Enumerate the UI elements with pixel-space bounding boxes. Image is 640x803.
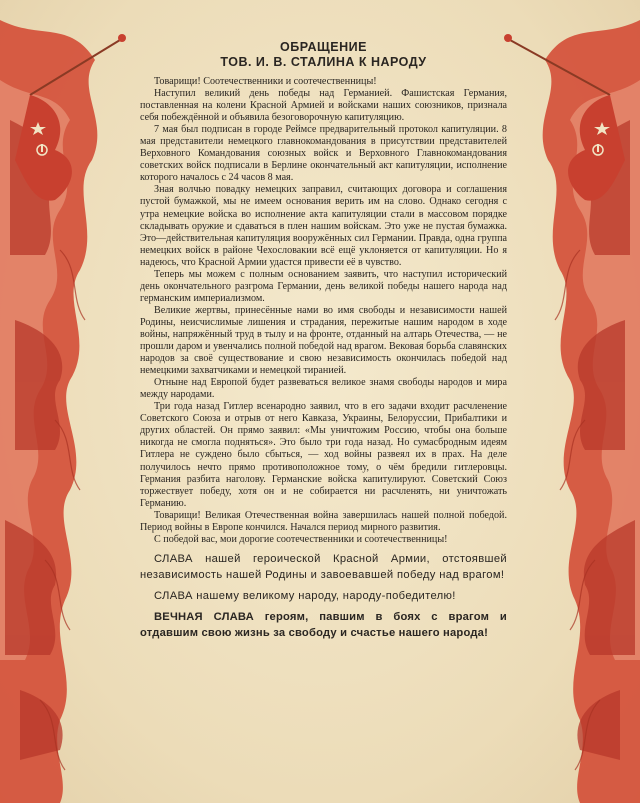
paragraph: 7 мая был подписан в городе Реймсе предварительный протокол капитуляции. 8 мая представители немецкого главнокомандования в присутствии представителей Верховного Командования союзных войск и Верховного Главнокомандования советских войск подписали в Берлине окончательный акт капитуляции, исполнение которого началось с 24 часов 8 мая. xyxy=(140,124,507,184)
right-red-banner-decoration xyxy=(490,0,640,803)
paragraph: Отныне над Европой будет развеваться великое знамя свободы народов и мира между народами. xyxy=(140,377,507,401)
paragraph: Великие жертвы, принесённые нами во имя свободы и независимости нашей Родины, неисчислимые лишения и страдания, пережитые нашим народом в ходе войны, напряжённый труд в тылу и на фронте, отданный на алтарь Отечества, — не прошли даром и увенчались полной победой над врагом. Вековая борьба славянских народов за своё существование и свою независимость окончилась победой над немецкими захватчиками и немецкой тиранией. xyxy=(140,304,507,377)
slogan-people: СЛАВА нашему великому народу, народу-победителю! xyxy=(154,589,456,602)
slogan-red-army: СЛАВА нашей героической Красной Армии, отстоявшей независимость нашей Родины и завоевавшей победу над врагом! xyxy=(140,552,507,581)
slogan-eternal-glory: ВЕЧНАЯ СЛАВА героям, павшим в боях с врагом и отдавшим свою жизнь за свободу и счастье нашего народа! xyxy=(140,610,507,639)
paragraph: Теперь мы можем с полным основанием заявить, что наступил исторический день окончательного разгрома Германии, день великой победы нашего народа над германским империализмом. xyxy=(140,268,507,304)
paragraph-greeting: Товарищи! Соотечественники и соотечественницы! xyxy=(154,76,377,87)
paragraph: Наступил великий день победы над Германией. Фашистская Германия, поставленная на колени Красной Армией и войсками наших союзников, признала себя побеждённой и объявила безоговорочную капитуляцию. xyxy=(140,88,507,124)
paragraph: Товарищи! Великая Отечественная война завершилась нашей полной победой. Период войны в Европе кончился. Начался период мирного развития. xyxy=(140,509,507,533)
left-red-banner-decoration xyxy=(0,0,150,803)
document-title: ОБРАЩЕНИЕ xyxy=(280,40,367,54)
paragraph: Три года назад Гитлер всенародно заявил, что в его задачи входит расчленение Советского Союза и отрыв от него Кавказа, Украины, Белоруссии, Прибалтики и других областей. Он прямо заявил: «Мы уничтожим Россию, чтобы она больше никогда не смогла подняться». Это было три года назад. Но сумасбродным идеям Гитлера не суждено было сбыться, — ход войны развеял их в прах. На деле получилось нечто прямо противоположное тому, о чём бредили гитлеровцы. Германия разбита наголову. Германские войска капитулируют. Советский Союз торжествует победу, хотя он и не собирается ни расчленять, ни уничтожать Германию. xyxy=(140,401,507,509)
document-subtitle: ТОВ. И. В. СТАЛИНА К НАРОДУ xyxy=(220,55,427,69)
paragraph: Зная волчью повадку немецких заправил, считающих договора и соглашения пустой бумажкой, мы не имеем основания верить им на слово. Однако сегодня с утра немецкие войска во исполнение акта капитуляции стали в массовом порядке складывать оружие и сдаваться в плен нашим войскам. Это уже не пустая бумажка. Это—действительная капитуляция вооружённых сил Германии. Правда, одна группа немецких войск в районе Чехословакии всё ещё уклоняется от капитуляции. Но я надеюсь, что Красной Армии удастся привести её в чувство. xyxy=(140,184,507,268)
paragraph: С победой вас, мои дорогие соотечественники и соотечественницы! xyxy=(154,533,448,545)
address-text-block xyxy=(140,40,507,780)
